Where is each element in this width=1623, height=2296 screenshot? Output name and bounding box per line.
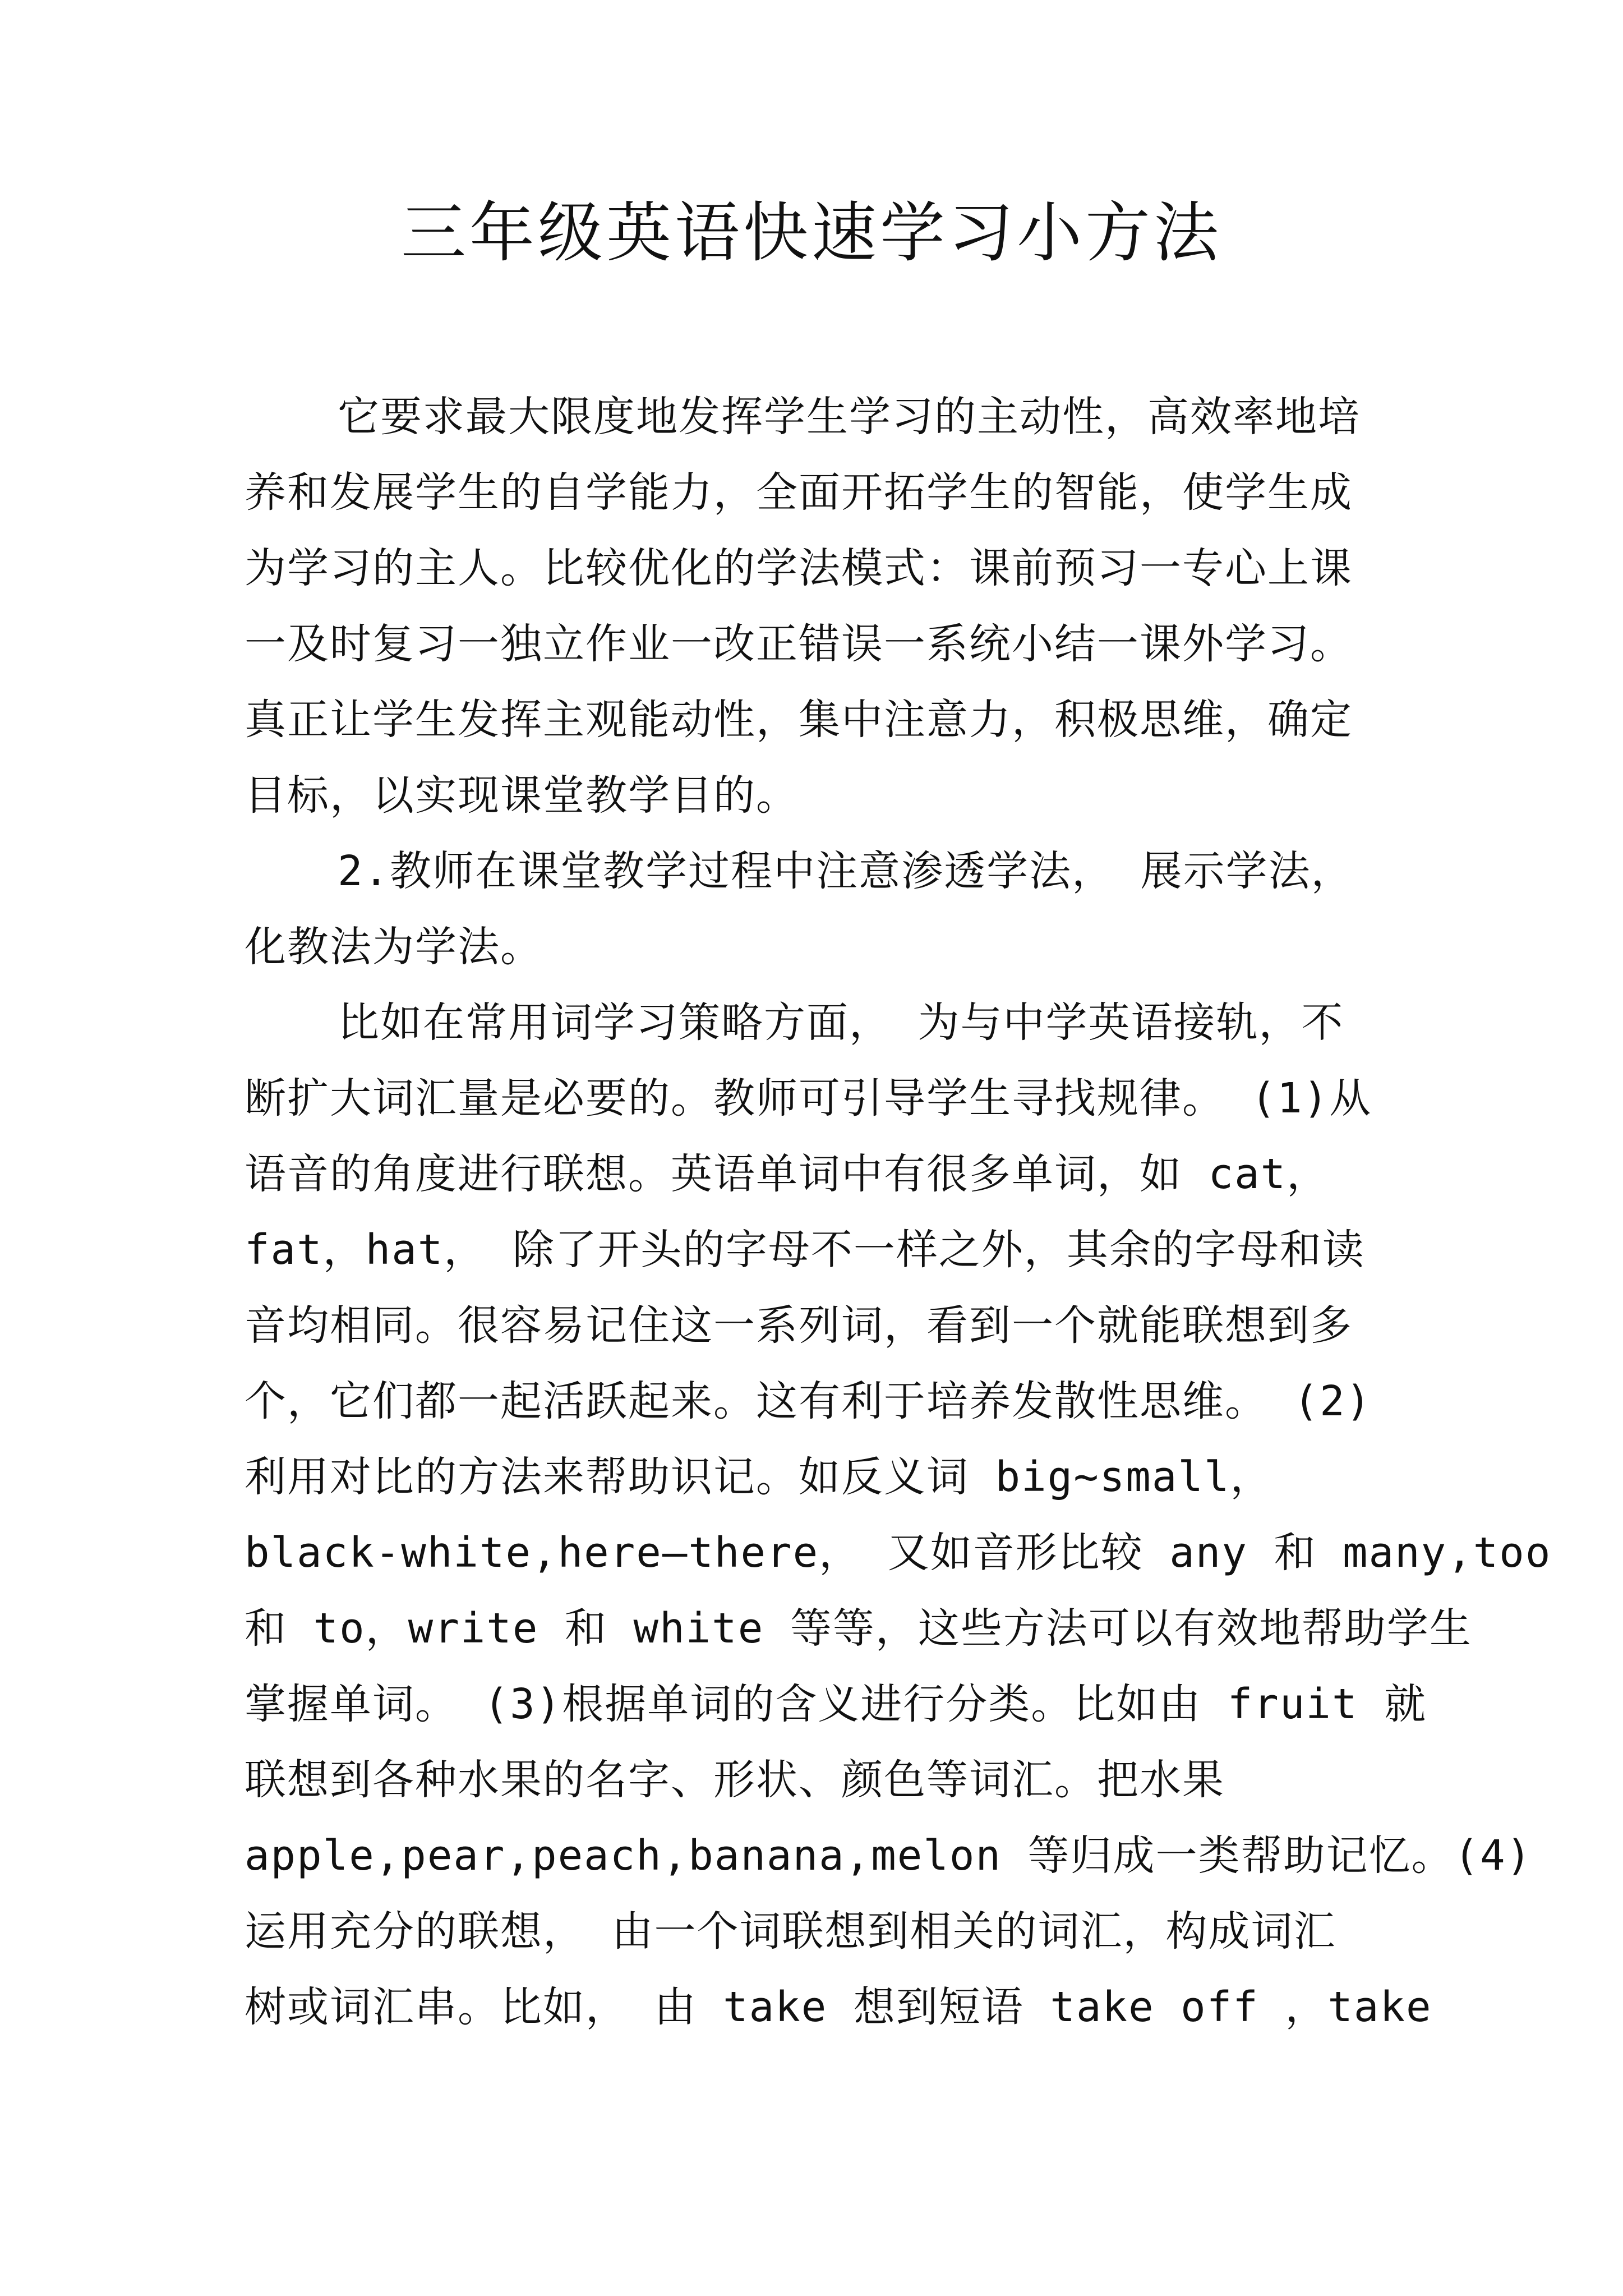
text-line: 养和发展学生的自学能力，全面开拓学生的智能，使学生成 — [245, 468, 1353, 517]
text-line: 真正让学生发挥主观能动性，集中注意力，积极思维，确定 — [245, 696, 1353, 744]
text-line: fat，hat， 除了开头的字母不一样之外，其余的字母和读 — [245, 1226, 1365, 1274]
text-line: 语音的角度进行联想。英语单词中有很多单词，如 cat， — [245, 1150, 1330, 1198]
text-line: 比如在常用词学习策略方面， 为与中学英语接轨，不 — [338, 999, 1344, 1047]
text-line: 个，它们都一起活跃起来。这有利于培养发散性思维。 (2) — [245, 1377, 1372, 1425]
text-line: 音均相同。很容易记住这一系列词，看到一个就能联想到多 — [245, 1301, 1353, 1350]
text-line: 树或词汇串。比如， 由 take 想到短语 take off ，take — [245, 1983, 1432, 2031]
text-line: 运用充分的联想， 由一个词联想到相关的词汇，构成词汇 — [245, 1907, 1336, 1955]
text-line: 利用对比的方法来帮助识记。如反义词 big~small， — [245, 1453, 1273, 1501]
text-line: 2.教师在课堂教学过程中注意渗透学法， 展示学法， — [338, 847, 1354, 895]
text-line: 一及时复习一独立作业一改正错误一系统小结一课外学习。 — [245, 620, 1353, 668]
document-title: 三年级英语快速学习小方法 — [401, 195, 1222, 271]
text-line: 它要求最大限度地发挥学生学习的主动性，高效率地培 — [338, 393, 1361, 441]
text-line: 和 to，write 和 white 等等，这些方法可以有效地帮助学生 — [245, 1604, 1472, 1653]
text-line: 掌握单词。 (3)根据单词的含义进行分类。比如由 fruit 就 — [245, 1680, 1427, 1728]
text-line: 为学习的主人。比较优化的学法模式：课前预习一专心上课 — [245, 544, 1353, 592]
text-line: 化教法为学法。 — [245, 923, 543, 971]
text-line: 联想到各种水果的名字、形状、颜色等词汇。把水果 — [245, 1756, 1225, 1804]
text-line: black-white,here—there， 又如音形比较 any 和 many,too — [245, 1529, 1552, 1577]
text-line: apple,pear,peach,banana,melon 等归成一类帮助记忆。(4) — [245, 1832, 1533, 1880]
text-line: 目标，以实现课堂教学目的。 — [245, 771, 799, 820]
text-line: 断扩大词汇量是必要的。教师可引导学生寻找规律。 (1)从 — [245, 1074, 1372, 1122]
